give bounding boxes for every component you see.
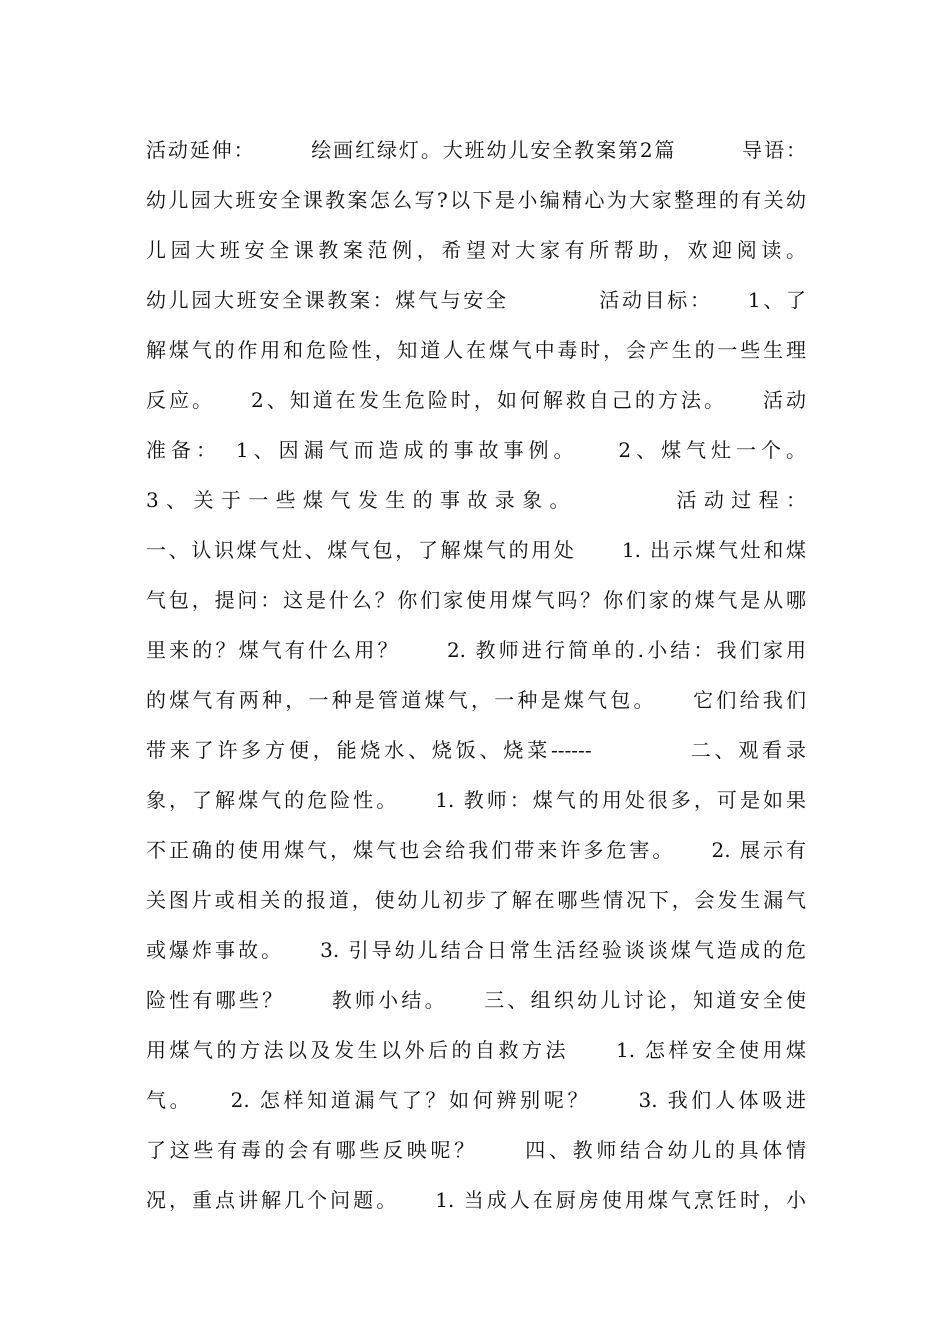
text-line: 幼儿园大班安全课教案怎么写?以下是小编精心为大家整理的有关幼 bbox=[146, 188, 806, 212]
text-line: 一、认识煤气灶、煤气包，了解煤气的用处 1. 出示煤气灶和煤 bbox=[146, 538, 806, 562]
text-line: 不正确的使用煤气，煤气也会给我们带来许多危害。 2. 展示有 bbox=[146, 838, 806, 862]
text-line: 幼儿园大班安全课教案：煤气与安全 活动目标： 1、了 bbox=[146, 288, 806, 312]
text-line: 带来了许多方便，能烧水、烧饭、烧菜------ 二、观看录 bbox=[146, 738, 806, 762]
text-line: 儿园大班安全课教案范例，希望对大家有所帮助，欢迎阅读。 bbox=[146, 238, 806, 262]
text-line: 用煤气的方法以及发生以外后的自救方法 1. 怎样安全使用煤 bbox=[146, 1038, 806, 1062]
text-line: 里来的？煤气有什么用？ 2. 教师进行简单的.小结：我们家用 bbox=[146, 638, 806, 662]
text-line: 象，了解煤气的危险性。 1. 教师：煤气的用处很多，可是如果 bbox=[146, 788, 806, 812]
text-line: 解煤气的作用和危险性，知道人在煤气中毒时，会产生的一些生理 bbox=[146, 338, 806, 362]
text-line: 3、关于一些煤气发生的事故录象。 活动过程： bbox=[146, 488, 806, 512]
text-line: 活动延伸： 绘画红绿灯。大班幼儿安全教案第2篇 导语： bbox=[146, 138, 806, 162]
text-line: 的煤气有两种，一种是管道煤气，一种是煤气包。 它们给我们 bbox=[146, 688, 806, 712]
text-line: 气包，提问：这是什么？你们家使用煤气吗？你们家的煤气是从哪 bbox=[146, 588, 806, 612]
text-line: 险性有哪些？ 教师小结。 三、组织幼儿讨论，知道安全使 bbox=[146, 988, 806, 1012]
text-line: 了这些有毒的会有哪些反映呢？ 四、教师结合幼儿的具体情 bbox=[146, 1138, 806, 1162]
text-line: 关图片或相关的报道，使幼儿初步了解在哪些情况下，会发生漏气 bbox=[146, 888, 806, 912]
text-line: 气。 2. 怎样知道漏气了？如何辨别呢？ 3. 我们人体吸进 bbox=[146, 1088, 806, 1112]
text-line: 或爆炸事故。 3. 引导幼儿结合日常生活经验谈谈煤气造成的危 bbox=[146, 938, 806, 962]
text-line: 况，重点讲解几个问题。 1. 当成人在厨房使用煤气烹饪时，小 bbox=[146, 1188, 806, 1212]
text-line: 反应。 2、知道在发生危险时，如何解救自己的方法。 活动 bbox=[146, 388, 806, 412]
text-line: 准备： 1、因漏气而造成的事故事例。 2、煤气灶一个。 bbox=[146, 438, 806, 462]
